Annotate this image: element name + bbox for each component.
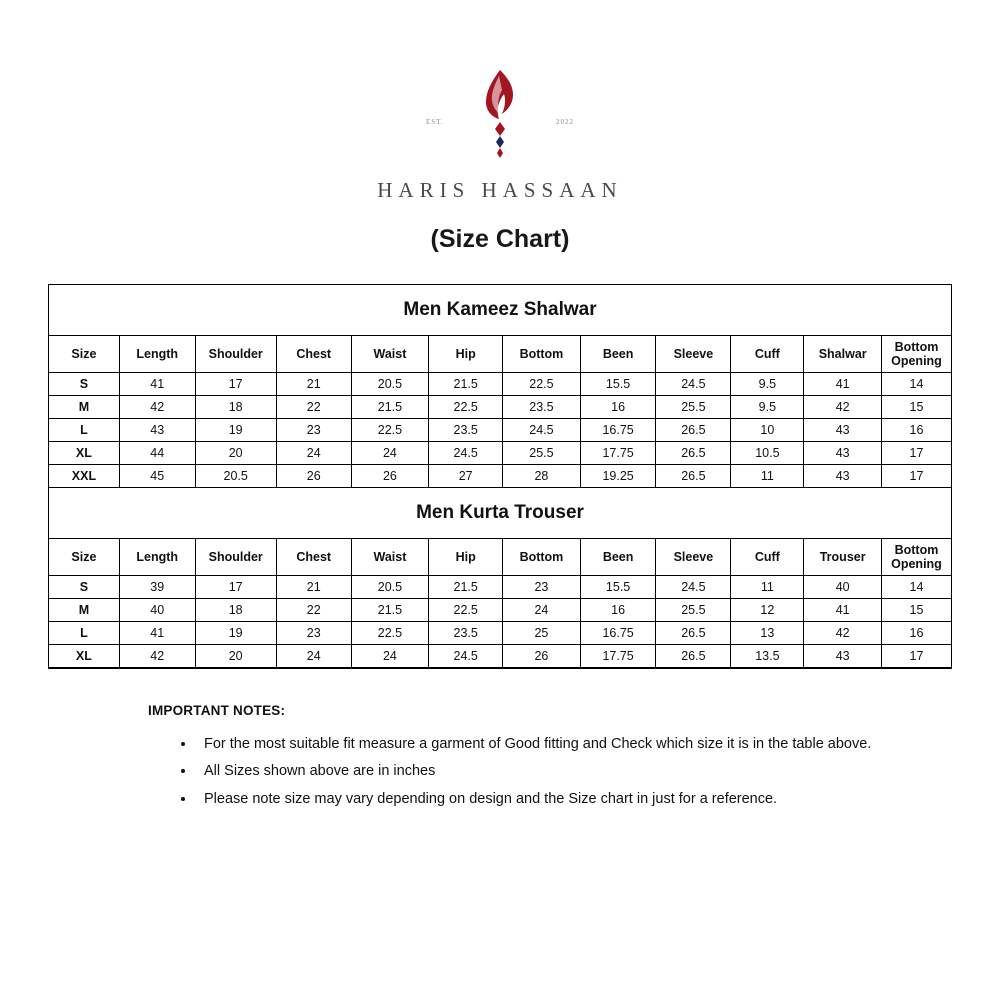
cell-value: 20	[195, 645, 276, 668]
table-title: Men Kameez Shalwar	[49, 285, 951, 336]
cell-value: 17	[195, 576, 276, 599]
column-header: Waist	[351, 336, 429, 373]
cell-value: 9.5	[731, 396, 804, 419]
est-label-left: EST.	[426, 118, 444, 126]
cell-value: 17	[881, 645, 951, 668]
cell-value: 24.5	[429, 442, 503, 465]
cell-value: 24	[276, 442, 351, 465]
cell-value: 17.75	[580, 645, 656, 668]
table-title: Men Kurta Trouser	[49, 488, 951, 539]
cell-value: 24	[351, 442, 429, 465]
table-header-row	[49, 539, 951, 576]
cell-value: 42	[119, 645, 195, 668]
cell-value: 23.5	[503, 396, 581, 419]
cell-value: 42	[119, 396, 195, 419]
cell-value: 21.5	[351, 599, 429, 622]
cell-value: 13	[731, 622, 804, 645]
table-row	[49, 576, 951, 599]
cell-value: 43	[804, 465, 882, 488]
size-tables	[48, 284, 952, 669]
table-men-kurta-trouser	[49, 488, 951, 668]
cell-value: 16.75	[580, 419, 656, 442]
cell-value: 22.5	[429, 396, 503, 419]
notes-title: IMPORTANT NOTES:	[148, 703, 286, 718]
cell-value: 14	[881, 576, 951, 599]
cell-value: 25.5	[656, 599, 731, 622]
cell-value: 22	[276, 396, 351, 419]
cell-value: 21.5	[429, 576, 503, 599]
table-title-row	[49, 285, 951, 336]
table-header-row	[49, 336, 951, 373]
cell-value: 26.5	[656, 645, 731, 668]
cell-value: 16	[580, 599, 656, 622]
cell-size: XL	[49, 442, 119, 465]
cell-value: 26.5	[656, 622, 731, 645]
list-item: • Please note size may vary depending on design and the Size chart in just for a reference.	[196, 787, 894, 812]
column-header: Bottom	[503, 336, 581, 373]
column-header: Bottom Opening	[881, 539, 951, 576]
cell-value: 16	[580, 396, 656, 419]
logo-wrap	[400, 62, 600, 172]
column-header: Shoulder	[195, 336, 276, 373]
cell-value: 19	[195, 622, 276, 645]
cell-size: M	[49, 396, 119, 419]
cell-value: 24.5	[429, 645, 503, 668]
est-label-right: 2022	[556, 118, 574, 126]
column-header: Chest	[276, 336, 351, 373]
cell-value: 40	[804, 576, 882, 599]
cell-value: 43	[804, 645, 882, 668]
cell-value: 14	[881, 373, 951, 396]
column-header: Waist	[351, 539, 429, 576]
cell-value: 26.5	[656, 442, 731, 465]
list-item: • All Sizes shown above are in inches	[196, 759, 894, 784]
cell-value: 24	[351, 645, 429, 668]
cell-value: 17	[881, 442, 951, 465]
table-row	[49, 645, 951, 668]
table-row	[49, 599, 951, 622]
cell-value: 20.5	[195, 465, 276, 488]
column-header: Been	[580, 539, 656, 576]
cell-value: 17.75	[580, 442, 656, 465]
cell-size: S	[49, 576, 119, 599]
column-header: Sleeve	[656, 336, 731, 373]
notes-list	[148, 732, 1000, 812]
column-header: Bottom Opening	[881, 336, 951, 373]
column-header: Bottom	[503, 539, 581, 576]
cell-value: 16	[881, 419, 951, 442]
table-men-kameez-shalwar	[49, 285, 951, 488]
column-header: Length	[119, 336, 195, 373]
cell-value: 41	[804, 373, 882, 396]
cell-value: 22.5	[429, 599, 503, 622]
cell-value: 27	[429, 465, 503, 488]
cell-value: 11	[731, 576, 804, 599]
column-header: Sleeve	[656, 539, 731, 576]
table-row	[49, 373, 951, 396]
table-title-row	[49, 488, 951, 539]
column-header: Shoulder	[195, 539, 276, 576]
cell-value: 22.5	[351, 622, 429, 645]
cell-value: 26	[351, 465, 429, 488]
cell-size: XL	[49, 645, 119, 668]
column-header: Shalwar	[804, 336, 882, 373]
cell-value: 23.5	[429, 622, 503, 645]
cell-value: 21.5	[351, 396, 429, 419]
cell-value: 10.5	[731, 442, 804, 465]
cell-value: 15	[881, 396, 951, 419]
column-header: Chest	[276, 539, 351, 576]
cell-value: 20.5	[351, 373, 429, 396]
cell-value: 41	[119, 622, 195, 645]
cell-value: 16.75	[580, 622, 656, 645]
brand-header	[0, 0, 1000, 254]
cell-value: 21	[276, 576, 351, 599]
cell-value: 17	[195, 373, 276, 396]
cell-value: 15	[881, 599, 951, 622]
cell-value: 42	[804, 622, 882, 645]
flame-logo-icon	[472, 66, 528, 171]
table-row	[49, 419, 951, 442]
cell-value: 26	[276, 465, 351, 488]
cell-value: 23.5	[429, 419, 503, 442]
cell-value: 24	[503, 599, 581, 622]
column-header: Hip	[429, 336, 503, 373]
cell-value: 25.5	[503, 442, 581, 465]
cell-value: 24.5	[656, 373, 731, 396]
cell-value: 13.5	[731, 645, 804, 668]
cell-value: 23	[276, 622, 351, 645]
cell-value: 11	[731, 465, 804, 488]
table-row	[49, 465, 951, 488]
important-notes	[148, 703, 1000, 812]
column-header: Hip	[429, 539, 503, 576]
cell-size: M	[49, 599, 119, 622]
cell-value: 20	[195, 442, 276, 465]
cell-value: 18	[195, 396, 276, 419]
cell-value: 40	[119, 599, 195, 622]
cell-value: 26.5	[656, 419, 731, 442]
cell-value: 12	[731, 599, 804, 622]
cell-value: 43	[119, 419, 195, 442]
cell-value: 22	[276, 599, 351, 622]
cell-value: 20.5	[351, 576, 429, 599]
cell-value: 21	[276, 373, 351, 396]
table-row	[49, 442, 951, 465]
cell-value: 18	[195, 599, 276, 622]
cell-value: 24.5	[656, 576, 731, 599]
cell-value: 17	[881, 465, 951, 488]
cell-value: 15.5	[580, 373, 656, 396]
cell-value: 22.5	[503, 373, 581, 396]
cell-value: 42	[804, 396, 882, 419]
cell-value: 24.5	[503, 419, 581, 442]
cell-value: 10	[731, 419, 804, 442]
cell-value: 19.25	[580, 465, 656, 488]
column-header: Cuff	[731, 539, 804, 576]
cell-value: 23	[276, 419, 351, 442]
cell-value: 25.5	[656, 396, 731, 419]
cell-value: 28	[503, 465, 581, 488]
cell-value: 41	[804, 599, 882, 622]
column-header: Trouser	[804, 539, 882, 576]
cell-value: 15.5	[580, 576, 656, 599]
cell-value: 26	[503, 645, 581, 668]
cell-size: L	[49, 419, 119, 442]
cell-value: 21.5	[429, 373, 503, 396]
cell-value: 44	[119, 442, 195, 465]
cell-size: XXL	[49, 465, 119, 488]
page-title: (Size Chart)	[430, 225, 570, 253]
cell-value: 16	[881, 622, 951, 645]
cell-value: 39	[119, 576, 195, 599]
cell-size: L	[49, 622, 119, 645]
column-header: Length	[119, 539, 195, 576]
column-header: Size	[49, 336, 119, 373]
cell-value: 24	[276, 645, 351, 668]
cell-value: 45	[119, 465, 195, 488]
table-row	[49, 622, 951, 645]
column-header: Been	[580, 336, 656, 373]
cell-value: 9.5	[731, 373, 804, 396]
cell-value: 25	[503, 622, 581, 645]
cell-value: 43	[804, 442, 882, 465]
cell-size: S	[49, 373, 119, 396]
cell-value: 43	[804, 419, 882, 442]
list-item: • For the most suitable fit measure a garment of Good fitting and Check which size it is in the table above.	[196, 732, 894, 757]
column-header: Cuff	[731, 336, 804, 373]
table-row	[49, 396, 951, 419]
cell-value: 19	[195, 419, 276, 442]
cell-value: 26.5	[656, 465, 731, 488]
cell-value: 22.5	[351, 419, 429, 442]
column-header: Size	[49, 539, 119, 576]
cell-value: 41	[119, 373, 195, 396]
brand-name: HARIS HASSAAN	[377, 178, 623, 202]
cell-value: 23	[503, 576, 581, 599]
